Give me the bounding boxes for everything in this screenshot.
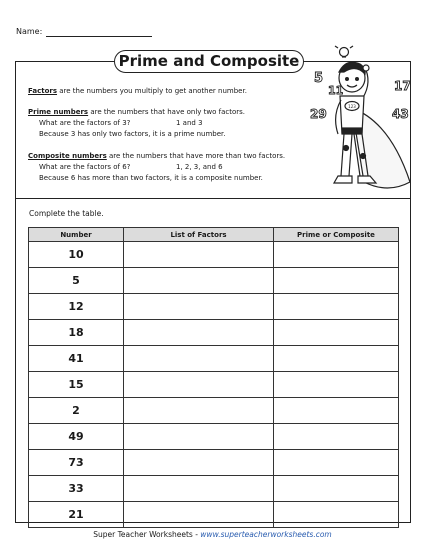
number-cell: 2 <box>29 398 124 424</box>
table-row <box>29 346 399 372</box>
factors-answer-cell[interactable] <box>124 398 274 424</box>
instruction: Complete the table. <box>29 209 104 218</box>
footer-url-link[interactable]: www.superteacherworksheets.com <box>200 530 332 539</box>
classification-answer-cell[interactable] <box>274 476 399 502</box>
table-row <box>29 242 399 268</box>
table-row <box>29 424 399 450</box>
footer-separator: - <box>192 530 201 539</box>
page-title: Prime and Composite <box>114 50 304 73</box>
hero-number: 29 <box>310 107 327 121</box>
number-cell: 41 <box>29 346 124 372</box>
classification-answer-cell[interactable] <box>274 424 399 450</box>
prime-term: Prime numbers <box>28 108 89 116</box>
name-write-line[interactable] <box>46 36 152 37</box>
column-header-factors: List of Factors <box>124 228 274 242</box>
prime-because: Because 3 has only two factors, it is a prime number. <box>39 130 226 138</box>
classification-answer-cell[interactable] <box>274 502 399 528</box>
math-hero-illustration <box>308 44 418 194</box>
factors-answer-cell[interactable] <box>124 268 274 294</box>
factors-answer-cell[interactable] <box>124 294 274 320</box>
number-cell: 5 <box>29 268 124 294</box>
classification-answer-cell[interactable] <box>274 346 399 372</box>
prime-question-text: What are the factors of 3? <box>39 119 131 127</box>
number-cell: 15 <box>29 372 124 398</box>
classification-answer-cell[interactable] <box>274 450 399 476</box>
number-cell: 33 <box>29 476 124 502</box>
composite-question <box>39 162 223 173</box>
hero-number: 17 <box>394 79 411 93</box>
number-cell: 49 <box>29 424 124 450</box>
number-cell: 12 <box>29 294 124 320</box>
factors-answer-cell[interactable] <box>124 424 274 450</box>
classification-answer-cell[interactable] <box>274 372 399 398</box>
classification-answer-cell[interactable] <box>274 294 399 320</box>
factors-table <box>28 227 399 528</box>
table-row <box>29 476 399 502</box>
composite-text: are the numbers that have more than two factors. <box>106 152 286 160</box>
prime-answer: 1 and 3 <box>176 119 203 127</box>
number-cell: 18 <box>29 320 124 346</box>
classification-answer-cell[interactable] <box>274 398 399 424</box>
hero-number: 43 <box>392 107 409 121</box>
factors-text: are the numbers you multiply to get another number. <box>57 87 247 95</box>
table-row <box>29 268 399 294</box>
classification-answer-cell[interactable] <box>274 320 399 346</box>
table-row <box>29 398 399 424</box>
number-cell: 21 <box>29 502 124 528</box>
table-row <box>29 450 399 476</box>
factors-answer-cell[interactable] <box>124 450 274 476</box>
factors-answer-cell[interactable] <box>124 476 274 502</box>
table-row <box>29 320 399 346</box>
prime-question <box>39 118 203 129</box>
composite-question-text: What are the factors of 6? <box>39 163 131 171</box>
section-divider <box>15 198 411 199</box>
factors-answer-cell[interactable] <box>124 346 274 372</box>
hero-number: 11 <box>328 84 344 97</box>
factors-term: Factors <box>28 87 58 95</box>
hero-number: 5 <box>314 71 324 86</box>
number-cell: 10 <box>29 242 124 268</box>
column-header-classification: Prime or Composite <box>274 228 399 242</box>
composite-term: Composite numbers <box>28 152 107 160</box>
name-label: Name: <box>16 27 43 36</box>
column-header-number: Number <box>29 228 124 242</box>
number-cell: 73 <box>29 450 124 476</box>
table-row <box>29 372 399 398</box>
factors-answer-cell[interactable] <box>124 502 274 528</box>
footer <box>0 530 425 539</box>
prime-definition <box>28 107 245 118</box>
table-row <box>29 502 399 528</box>
classification-answer-cell[interactable] <box>274 242 399 268</box>
footer-brand: Super Teacher Worksheets <box>93 530 193 539</box>
factors-definition <box>28 86 247 97</box>
factors-answer-cell[interactable] <box>124 320 274 346</box>
table-row <box>29 294 399 320</box>
name-field[interactable] <box>16 27 42 36</box>
classification-answer-cell[interactable] <box>274 268 399 294</box>
composite-definition <box>28 151 285 162</box>
factors-answer-cell[interactable] <box>124 372 274 398</box>
prime-text: are the numbers that have only two factors. <box>88 108 246 116</box>
table-header-row <box>29 228 399 242</box>
hero-shirt-text: 123 <box>348 104 356 109</box>
composite-answer: 1, 2, 3, and 6 <box>176 163 223 171</box>
composite-because: Because 6 has more than two factors, it is a composite number. <box>39 174 263 182</box>
factors-answer-cell[interactable] <box>124 242 274 268</box>
